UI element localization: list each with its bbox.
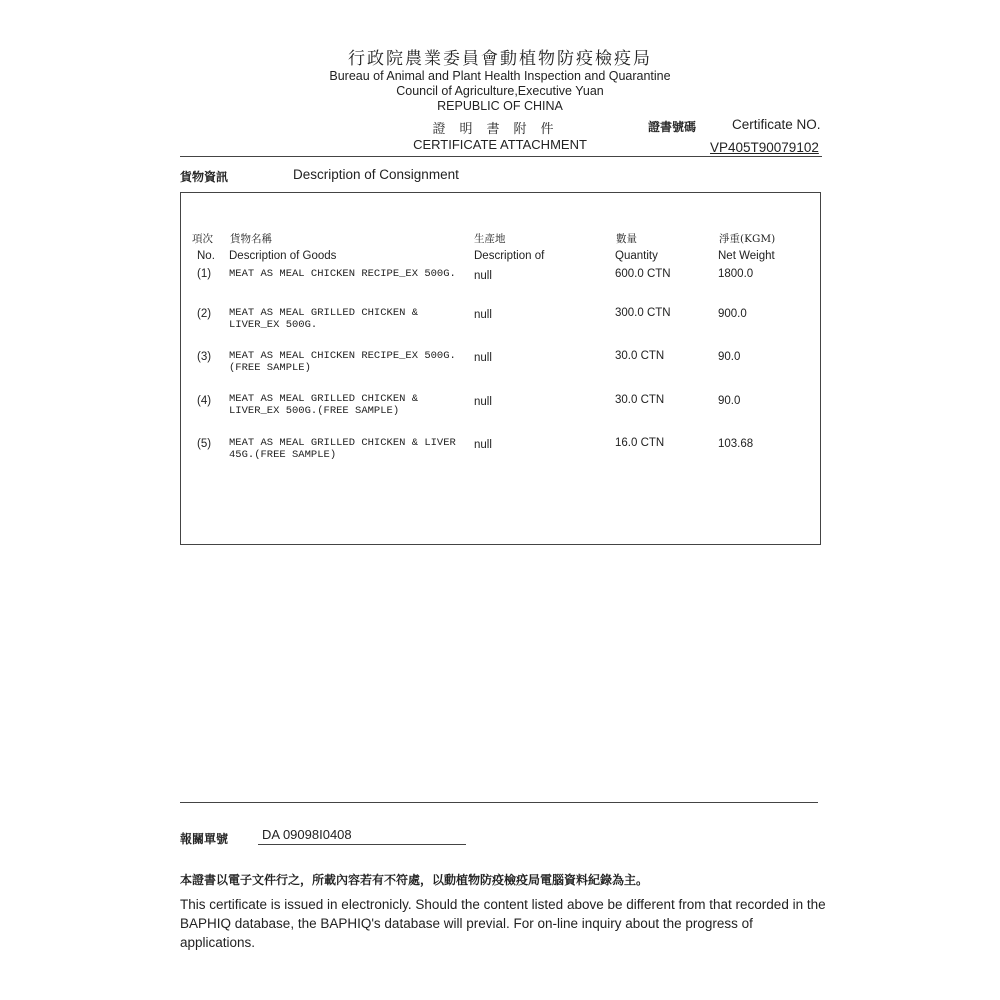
declaration-underline [258, 844, 466, 845]
row-2-qty: 300.0 CTN [615, 307, 671, 319]
cert-no-label-en: Certificate NO. [732, 117, 821, 132]
col-goods-en: Description of Goods [229, 250, 337, 262]
row-1-origin: null [474, 270, 492, 282]
consignment-label-zh: 貨物資訊 [180, 170, 229, 184]
declaration-label-zh: 報關單號 [180, 832, 229, 846]
consignment-label-en: Description of Consignment [293, 167, 459, 182]
row-1-qty: 600.0 CTN [615, 268, 671, 280]
note-en: This certificate is issued in electronicly. Should the content listed above be different from that recorded in the BAPHIQ database, the BAPHIQ's database will previal. For on-line inquiry about the progress of applications. [180, 897, 826, 950]
row-5-no: (5) [197, 438, 212, 450]
country-name: REPUBLIC OF CHINA [437, 99, 563, 113]
header-divider [180, 156, 822, 157]
declaration-number: DA 09098I0408 [262, 827, 352, 842]
attachment-title-en: CERTIFICATE ATTACHMENT [413, 137, 587, 152]
row-1-no: (1) [197, 268, 212, 280]
attachment-title-zh: 證明書附件 [432, 122, 568, 137]
row-4-origin: null [474, 396, 492, 408]
cert-no-label-zh: 證書號碼 [648, 120, 697, 134]
col-no-en: No. [197, 250, 215, 262]
bureau-title-en: Bureau of Animal and Plant Health Inspection and Quarantine [329, 69, 671, 83]
row-4-weight: 90.0 [718, 395, 741, 407]
row-5-origin: null [474, 439, 492, 451]
row-5-qty: 16.0 CTN [615, 437, 665, 449]
row-1-weight: 1800.0 [718, 268, 754, 280]
row-3-no: (3) [197, 351, 212, 363]
council-name: Council of Agriculture,Executive Yuan [396, 84, 604, 98]
col-origin-zh: 生產地 [474, 233, 506, 245]
note-zh: 本證書以電子文件行之，所載內容若有不符處，以動植物防疫檢疫局電腦資料紀錄為主。 [180, 873, 649, 887]
row-3-goods: MEAT AS MEAL CHICKEN RECIPE_EX 500G.(FREE SAMPLE) [229, 350, 456, 374]
col-qty-en: Quantity [615, 250, 658, 262]
row-3-weight: 90.0 [718, 351, 741, 363]
col-goods-zh: 貨物名稱 [230, 233, 272, 245]
row-4-goods: MEAT AS MEAL GRILLED CHICKEN & LIVER_EX 500G.(FREE SAMPLE) [229, 393, 419, 417]
row-4-no: (4) [197, 395, 212, 407]
row-2-goods: MEAT AS MEAL GRILLED CHICKEN & LIVER_EX 500G. [229, 307, 419, 331]
row-5-goods: MEAT AS MEAL GRILLED CHICKEN & LIVER 45G.(FREE SAMPLE) [229, 437, 456, 461]
row-5-weight: 103.68 [718, 438, 754, 450]
row-2-weight: 900.0 [718, 308, 747, 320]
col-qty-zh: 數量 [616, 233, 637, 245]
bureau-title-zh: 行政院農業委員會動植物防疫檢疫局 [348, 49, 652, 69]
row-1-goods: MEAT AS MEAL CHICKEN RECIPE_EX 500G. [229, 268, 456, 280]
col-weight-en: Net Weight [718, 250, 775, 262]
row-2-no: (2) [197, 308, 212, 320]
col-weight-zh: 淨重(KGM) [719, 233, 776, 245]
row-3-origin: null [474, 352, 492, 364]
col-origin-en: Description of [474, 250, 545, 262]
row-2-origin: null [474, 309, 492, 321]
footer-divider [180, 802, 818, 803]
col-no-zh: 項次 [192, 233, 213, 245]
cert-no-value: VP405T90079102 [710, 140, 819, 155]
row-3-qty: 30.0 CTN [615, 350, 665, 362]
row-4-qty: 30.0 CTN [615, 394, 665, 406]
